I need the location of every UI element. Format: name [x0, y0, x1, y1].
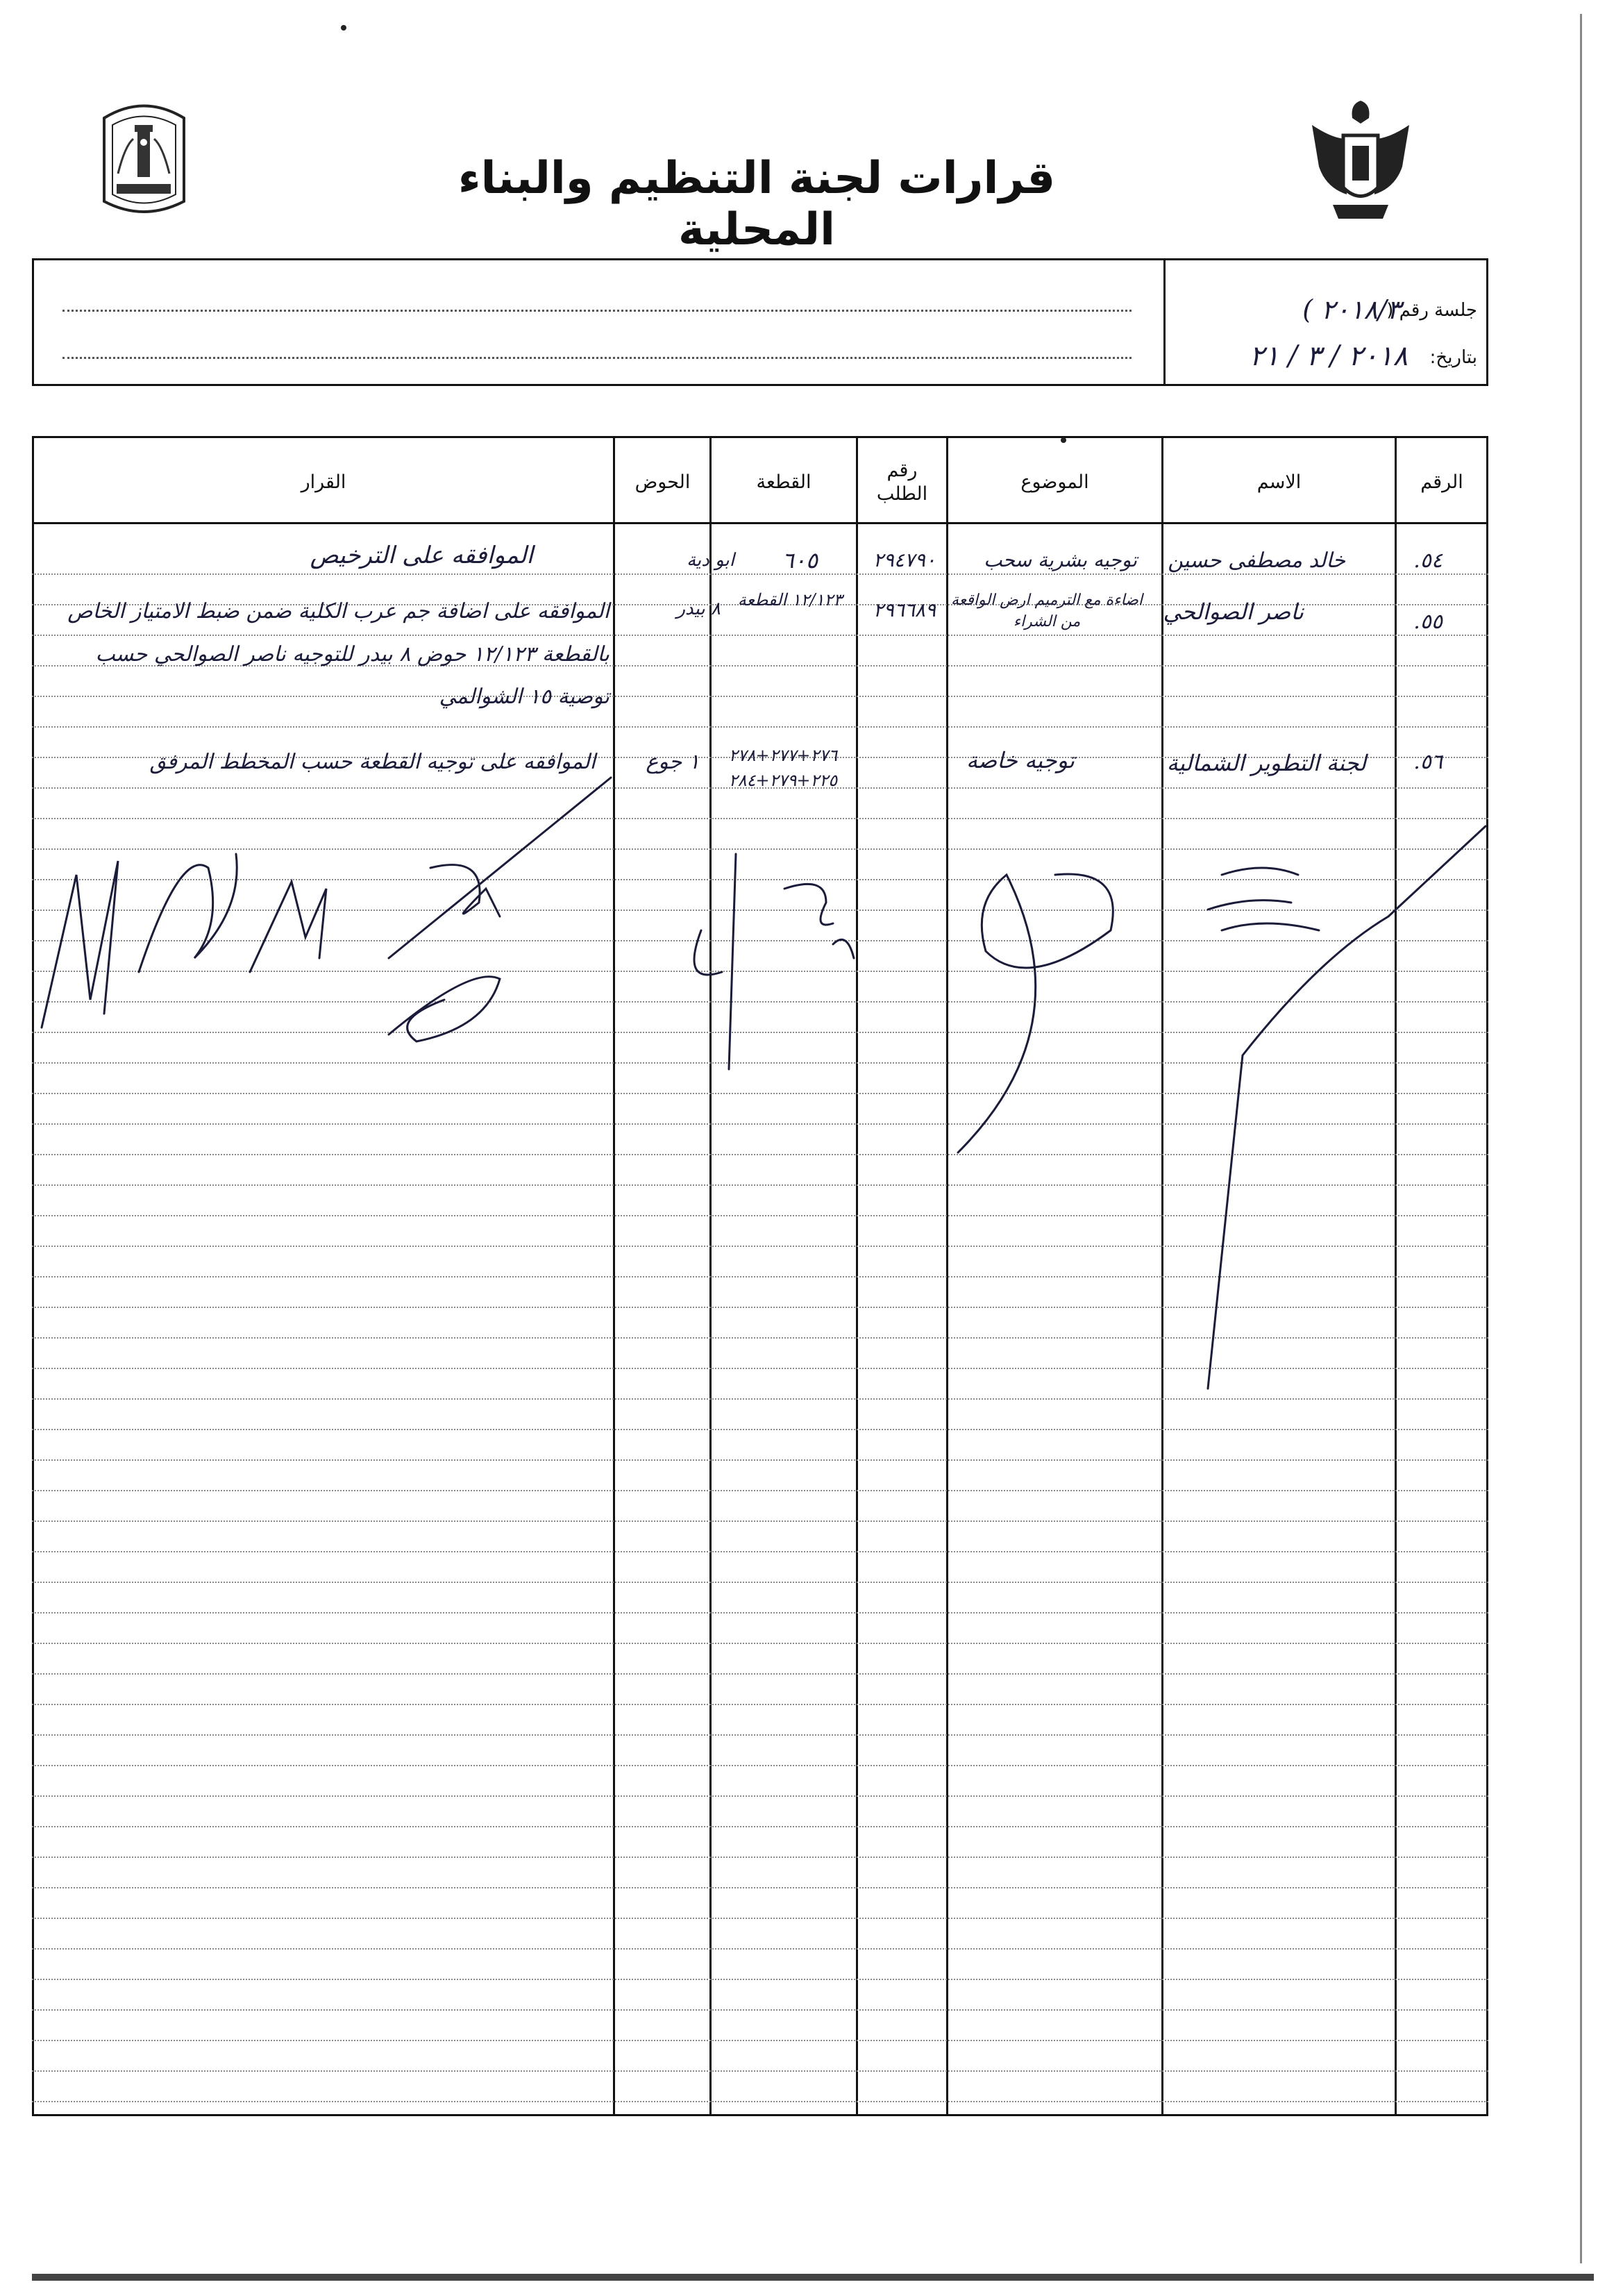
session-label: جلسة رقم (: [1386, 300, 1477, 321]
row1-basin: ابو دية: [687, 550, 734, 571]
row3-name: لجنة التطوير الشمالية: [1166, 750, 1366, 776]
row1-decision: الموافقه على الترخيص: [310, 542, 533, 569]
row2-name: ناصر الصوالحي: [1163, 598, 1304, 625]
session-value: ٢٠١٨/٣ ): [1302, 294, 1401, 325]
row3-basin: ١ جوع: [646, 750, 700, 774]
row1-number: ٥٤.: [1413, 548, 1443, 573]
row3-decision: الموافقه على توجيه القطعة حسب المخطط المرفق: [149, 750, 596, 774]
date-label: بتاريخ:: [1429, 347, 1477, 368]
col-header-number: الرقم: [1420, 471, 1463, 494]
row1-parcel: ٦٠٥: [782, 547, 818, 573]
row2-number: ٥٥.: [1413, 610, 1443, 634]
row3-parcel: ٢٧٦+٢٧٧+٢٧٨ ٢٢٥+٢٧٩+٢٨٤: [728, 746, 838, 790]
row2-request: ٢٩٦٦٨٩: [873, 598, 936, 621]
col-header-decision: القرار: [301, 471, 346, 494]
row2-parcel: ١٢/١٢٣ القطعة: [737, 590, 843, 610]
row1-request: ٢٩٤٧٩٠: [873, 548, 936, 571]
row3-number: ٥٦.: [1413, 750, 1443, 774]
row2-subject: اضاءة مع الترميم ارض الواقعة من الشراء: [950, 592, 1143, 630]
col-header-request: رقم الطلب: [876, 460, 928, 505]
date-value: ٢٠١٨ / ٣ / ٢١: [1249, 340, 1408, 372]
col-header-parcel: القطعة: [756, 471, 812, 494]
col-header-subject: الموضوع: [1020, 471, 1089, 494]
row3-subject: توجيه خاصة: [966, 747, 1075, 773]
row1-name: خالد مصطفى حسين: [1168, 548, 1345, 573]
col-header-name: الاسم: [1256, 471, 1302, 494]
page-title: قرارات لجنة التنظيم والبناء المحلية: [457, 153, 1056, 255]
col-header-basin: الحوض: [634, 471, 691, 494]
row2-basin: ٨ بيدر: [676, 598, 721, 619]
row2-decision: الموافقه على اضافة جم عرب الكلية ضمن ضبط الامتياز الخاص بالقطعة ١٢/١٢٣ حوض ٨ بيدر للتوجيه ناصر الصوالحي حسب توصية ١٥ الشوالمي: [67, 599, 609, 709]
row1-subject: توجيه بشرية سحب: [984, 548, 1137, 571]
